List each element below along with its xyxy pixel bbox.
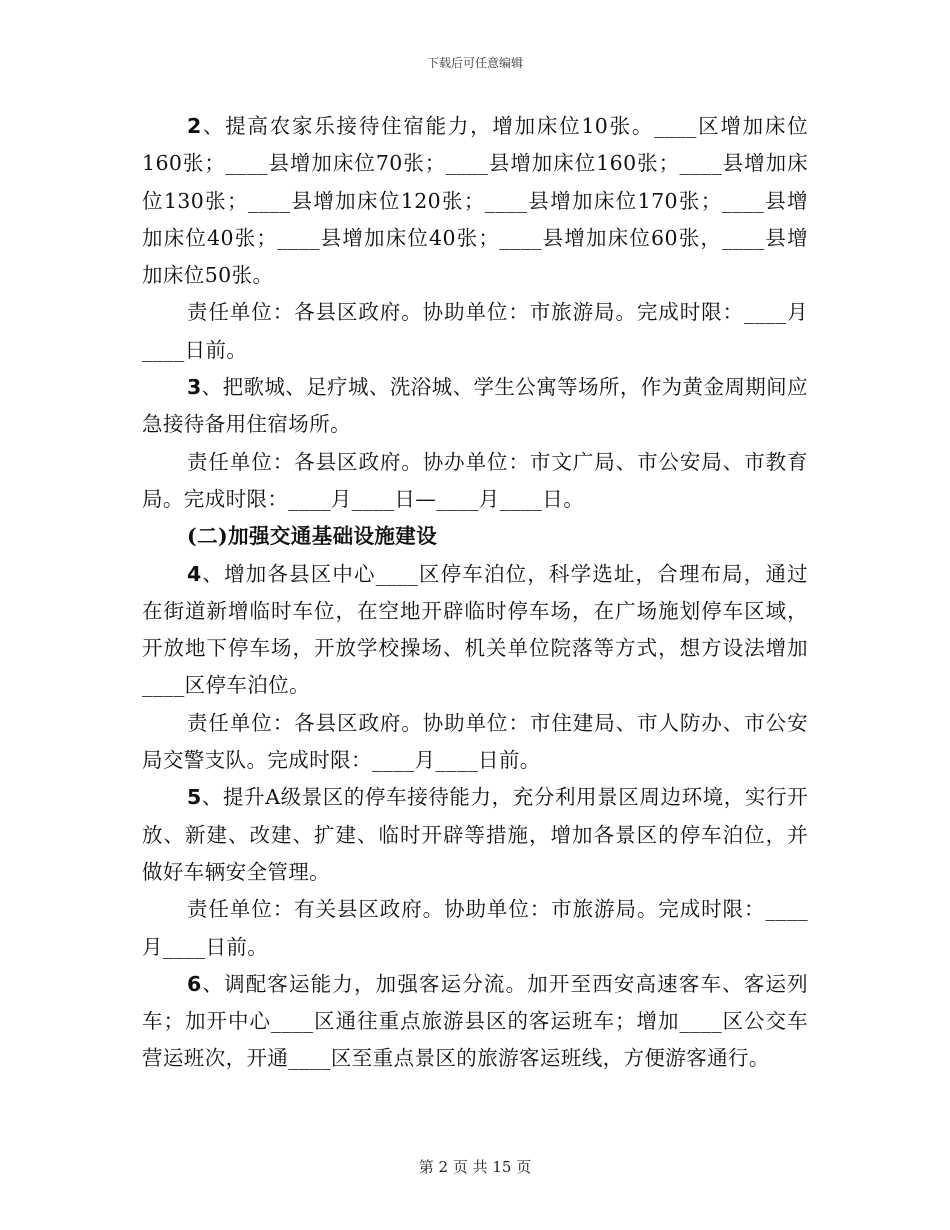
item-text: 、提高农家乐接待住宿能力，增加床位10张。____区增加床位160张；____县增加床位70张；____县增加床位160张；____县增加床位130张；____县增加床位120张；____县增加床位170张；____县增加床位40张；____县增加床位40张；____县增加床位60张，____县增加床位50张。 <box>142 114 808 288</box>
item-text: 、提升A级景区的停车接待能力，充分利用景区周边环境，实行开放、新建、改建、扩建、临时开辟等措施，增加各景区的停车泊位，并做好车辆安全管理。 <box>142 785 808 884</box>
item-number: 3 <box>187 375 202 400</box>
item-4-paragraph <box>142 556 808 705</box>
responsibility-paragraph: 责任单位：有关县区政府。协助单位：市旅游局。完成时限：____月____日前。 <box>142 897 808 959</box>
responsibility-paragraph: 责任单位：各县区政府。协助单位：市旅游局。完成时限：____月____日前。 <box>142 300 808 362</box>
item-text: 、把歌城、足疗城、洗浴城、学生公寓等场所，作为黄金周期间应急接待备用住宿场所。 <box>142 375 808 437</box>
item-6-paragraph <box>142 966 808 1078</box>
item-number: 2 <box>187 114 202 138</box>
document-body <box>142 108 808 1078</box>
responsibility-paragraph: 责任单位：各县区政府。协办单位：市文广局、市公安局、市教育局。完成时限：____月____日—____月____日。 <box>142 449 808 511</box>
item-number: 4 <box>187 561 202 586</box>
item-text: 、增加各县区中心____区停车泊位，科学选址，合理布局，通过在街道新增临时车位，在空地开辟临时停车场，在广场施划停车区域，开放地下停车场，开放学校操场、机关单位院落等方式，想方设法增加____区停车泊位。 <box>142 561 808 698</box>
page-header: 下载后可任意编辑 <box>426 56 523 70</box>
page-footer: 第 2 页 共 15 页 <box>418 1158 532 1176</box>
item-3-paragraph <box>142 369 808 444</box>
item-2-paragraph <box>142 108 808 294</box>
item-number: 6 <box>187 971 202 996</box>
item-text: 、调配客运能力，加强客运分流。加开至西安高速客车、客运列车；加开中心____区通往重点旅游县区的客运班车；增加____区公交车营运班次，开通____区至重点景区的旅游客运班线，方便游客通行。 <box>142 971 808 1071</box>
responsibility-paragraph: 责任单位：各县区政府。协助单位：市住建局、市人防办、市公安局交警支队。完成时限：____月____日前。 <box>142 710 808 773</box>
item-number: 5 <box>187 785 202 810</box>
item-5-paragraph <box>142 779 808 891</box>
section-heading: (二)加强交通基础设施建设 <box>187 524 438 549</box>
